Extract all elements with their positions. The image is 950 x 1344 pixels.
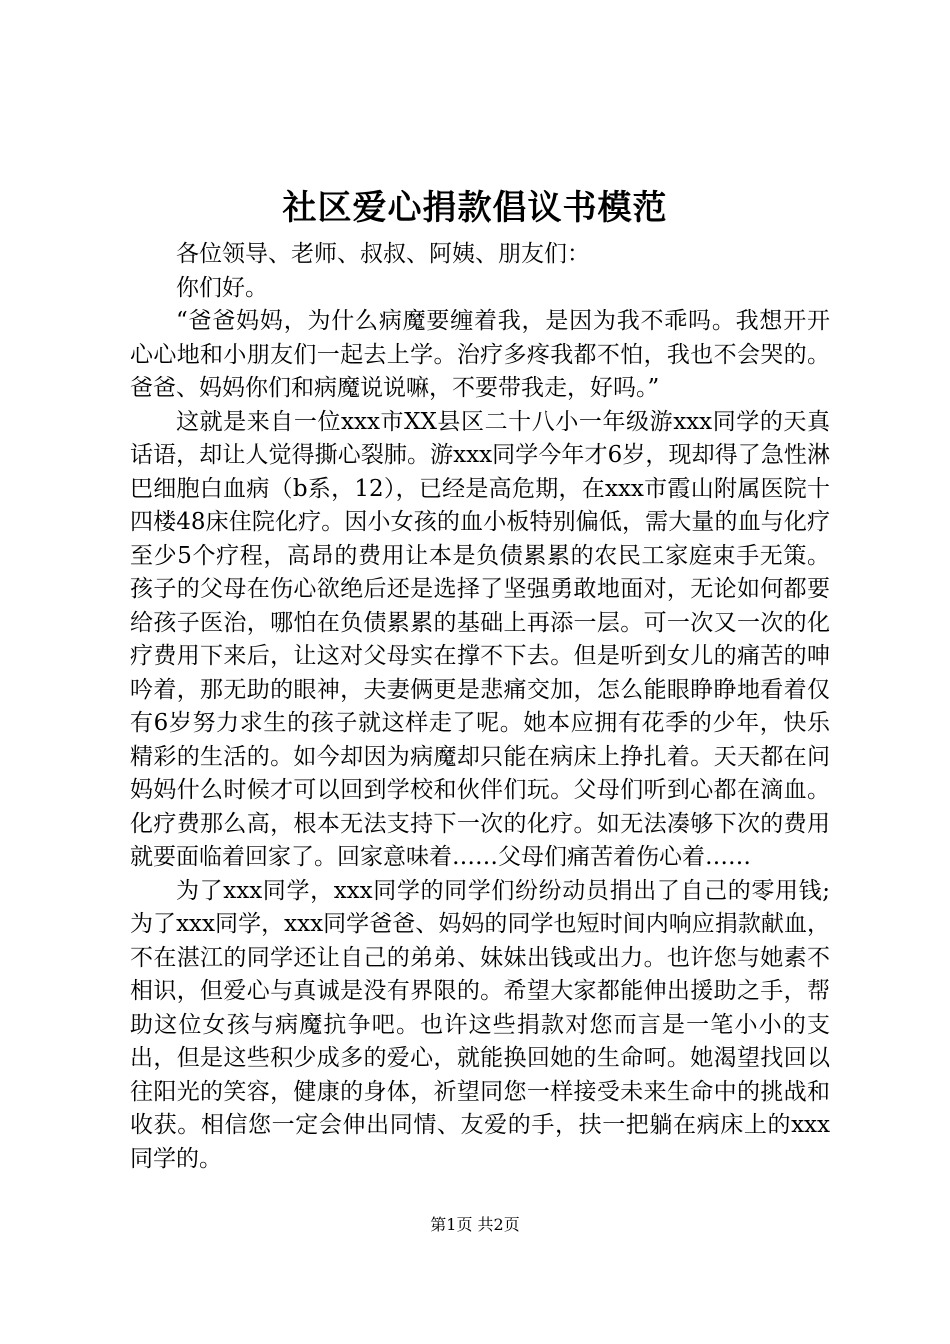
appeal-paragraph: 为了xxx同学，xxx同学的同学们纷纷动员捐出了自己的零用钱;为了xxx同学，xxx同学爸爸、妈妈的同学也短时间内响应捐款献血，不在湛江的同学还让自己的弟弟、妹妹出钱或出力。也许您与她素不相识，但爱心与真诚是没有界限的。希望大家都能伸出援助之手，帮助这位女孩与病魔抗争吧。也许这些捐款对您而言是一笔小小的支出，但是这些积少成多的爱心，就能换回她的生命呵。她渴望找回以往阳光的笑容，健康的身体，祈望同您一样接受未来生命中的挑战和收获。相信您一定会伸出同情、友爱的手，扶一把躺在病床上的xxx同学的。 xyxy=(130,877,830,1172)
document-body xyxy=(130,238,830,1176)
page-number-footer: 第1页 共2页 xyxy=(430,1215,520,1234)
salutation-paragraph: 各位领导、老师、叔叔、阿姨、朋友们： xyxy=(176,241,590,267)
greeting-paragraph: 你们好。 xyxy=(176,274,268,301)
document-title: 社区爱心捐款倡议书模范 xyxy=(282,188,668,228)
quote-paragraph: “爸爸妈妈，为什么病魔要缠着我，是因为我不乖吗。我想开开心心地和小朋友们一起去上学。治疗多疼我都不怕，我也不会哭的。爸爸、妈妈你们和病魔说说嘛，不要带我走，好吗。” xyxy=(130,308,830,401)
story-paragraph: 这就是来自一位xxx市XX县区二十八小一年级游xxx同学的天真话语，却让人觉得撕心裂肺。游xxx同学今年才6岁，现却得了急性淋巴细胞白血病（b系，12），已经是高危期，在xxx市霞山附属医院十四楼48床住院化疗。因小女孩的血小板特别偏低，需大量的血与化疗至少5个疗程，高昂的费用让本是负债累累的农民工家庭束手无策。孩子的父母在伤心欲绝后还是选择了坚强勇敢地面对，无论如何都要给孩子医治，哪怕在负债累累的基础上再添一层。可一次又一次的化疗费用下来后，让这对父母实在撑不下去。但是听到女儿的痛苦的呻吟着，那无助的眼神，夫妻俩更是悲痛交加，怎么能眼睁睁地看着仅有6岁努力求生的孩子就这样走了呢。她本应拥有花季的少年，快乐精彩的生活的。如今却因为病魔却只能在病床上挣扎着。天天都在问妈妈什么时候才可以回到学校和伙伴们玩。父母们听到心都在滴血。化疗费那么高，根本无法支持下一次的化疗。如无法凑够下次的费用就要面临着回家了。回家意味着……父母们痛苦着伤心着…… xyxy=(130,408,830,870)
